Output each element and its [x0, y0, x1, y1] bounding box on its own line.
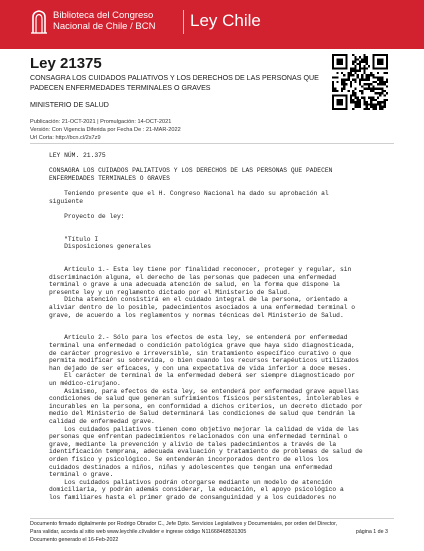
body-line: Teniendo presente que el H. Congreso Nacional ha dado su aprobación al — [49, 190, 329, 197]
version-info: Versión: Con Vigencia Diferida por Fecha De : 21-MAR-2022 — [30, 127, 181, 133]
law-description: CONSAGRA LOS CUIDADOS PALIATIVOS Y LOS DERECHOS DE LAS PERSONAS QUE PADECEN ENFERMEDADES TERMINALES O GRAVES — [30, 74, 319, 92]
body-line: un médico-cirujano. — [49, 380, 121, 387]
body-line: Artículo 1.- Esta ley tiene por finalidad reconocer, proteger y regular, sin — [49, 266, 352, 273]
body-line: siguiente — [49, 197, 84, 205]
generated-date: Documento generado el 16-Feb-2022 — [30, 537, 119, 543]
body-line: Los cuidados paliativos tienen como objetivo mejorar la calidad de vida de las — [49, 425, 359, 433]
body-line: aliviar dentro de lo posible, padecimientos asociados a una enfermedad terminal o — [49, 304, 356, 311]
body-line: condiciones de salud que generan sufrimientos físicos persistentes, intolerables e — [49, 395, 359, 403]
body-line: han dejado de ser eficaces, y con una expectativa de vida inferior a doce meses. — [49, 364, 352, 372]
body-line: orden físico y psicológico. Se entenderán incorporados dentro de ellos los — [49, 456, 329, 463]
brand-line-2: Nacional de Chile / BCN — [53, 21, 156, 32]
body-line: Asimismo, para efectos de esta ley, se entenderá por enfermedad grave aquellas — [49, 387, 359, 395]
body-line: grave, mediante la prevención y alivio de tales padecimientos a través de la — [49, 440, 337, 448]
body-line: presente ley y un reglamento dictado por el Ministerio de Salud. — [49, 288, 291, 296]
body-line: terminal una enfermedad o condición patológica grave que haya sido diagnosticada, — [49, 342, 356, 349]
signature-notice: Documento firmado digitalmente por Rodrigo Obrador C., Jefe Dpto. Servicios Legislativos y Documentales, por orden del Director, — [30, 521, 338, 527]
body-line: calidad de enfermedad grave. — [49, 418, 155, 425]
law-title: Ley 21375 — [30, 55, 102, 72]
header-divider — [30, 143, 394, 144]
body-line: los familiares hasta el primer grado de consanguinidad y a los cuidadores no — [49, 494, 337, 501]
brand-divider — [183, 10, 184, 34]
body-line: terminal o grave. — [49, 471, 114, 479]
body-line: identificación temprana, adecuada evaluación y tratamiento de problemas de salud de — [49, 448, 363, 456]
body-line: ENFERMEDADES TERMINALES O GRAVES — [49, 174, 170, 182]
validation-notice: Para validar, acceda al sitio web www.leychile.cl/valider e ingrese código N11668468531305 — [30, 529, 247, 535]
body-line: incurables en la persona, en conformidad a dichos criterios, un decreto dictado por — [49, 402, 363, 410]
body-line: LEY NÚM. 21.375 — [49, 152, 106, 159]
header-banner — [0, 0, 424, 49]
bcn-logo-icon — [30, 9, 48, 35]
body-line: Artículo 2.- Sólo para los efectos de esta ley, se entenderá por enfermedad — [49, 334, 348, 342]
body-line: cuidados destinados a niños, niñas y adolescentes que tengan una enfermedad — [49, 463, 333, 471]
body-line: medio del Ministerio de Salud determinará las condiciones de salud que tendrán la — [49, 410, 356, 418]
qr-code-icon — [332, 54, 388, 110]
body-line: "Título I — [49, 235, 99, 243]
body-line: grave, de acuerdo a los reglamentos y normas técnicas del Ministerio de Salud. — [49, 311, 344, 319]
body-line: discriminación alguna, el derecho de las personas que padecen una enfermedad — [49, 273, 337, 281]
short-url[interactable]: Url Corta: http://bcn.cl/2s7z9 — [30, 135, 101, 141]
body-line: personas que enfrentan padecimientos relacionados con una enfermedad terminal o — [49, 433, 348, 441]
body-line: Los cuidados paliativos podrán otorgarse mediante un modelo de atención — [49, 478, 333, 486]
body-line: Dicha atención consistirá en el cuidado integral de la persona, orientado a — [49, 296, 348, 304]
law-ministry: MINISTERIO DE SALUD — [30, 101, 109, 109]
body-line: Disposiciones generales — [49, 243, 152, 251]
body-line: terminal o grave a una adecuada atención de salud, en la forma que dispone la — [49, 281, 340, 289]
body-line: domiciliaria, y podrán además considerar, la educación, el apoyo psicológico a — [49, 486, 344, 494]
brand-line-1: Biblioteca del Congreso — [53, 10, 154, 21]
brand-title: Ley Chile — [190, 11, 261, 30]
body-line: de carácter progresivo e irreversible, sin tratamiento específico curativo o que — [49, 349, 352, 357]
body-line: CONSAGRA LOS CUIDADOS PALIATIVOS Y LOS DERECHOS DE LAS PERSONAS QUE PADECEN — [49, 167, 333, 175]
page-number: página 1 de 3 — [355, 529, 388, 535]
body-line: Proyecto de ley: — [49, 212, 125, 220]
body-line: El carácter de terminal de la enfermedad deberá ser siempre diagnosticado por — [49, 372, 356, 380]
publication-info: Publicación: 21-OCT-2021 | Promulgación: 14-OCT-2021 — [30, 119, 172, 125]
footer-divider — [30, 518, 394, 519]
body-line: permita modificar su sobrevida, o bien cuando los recursos terapéuticos utilizados — [49, 357, 359, 365]
